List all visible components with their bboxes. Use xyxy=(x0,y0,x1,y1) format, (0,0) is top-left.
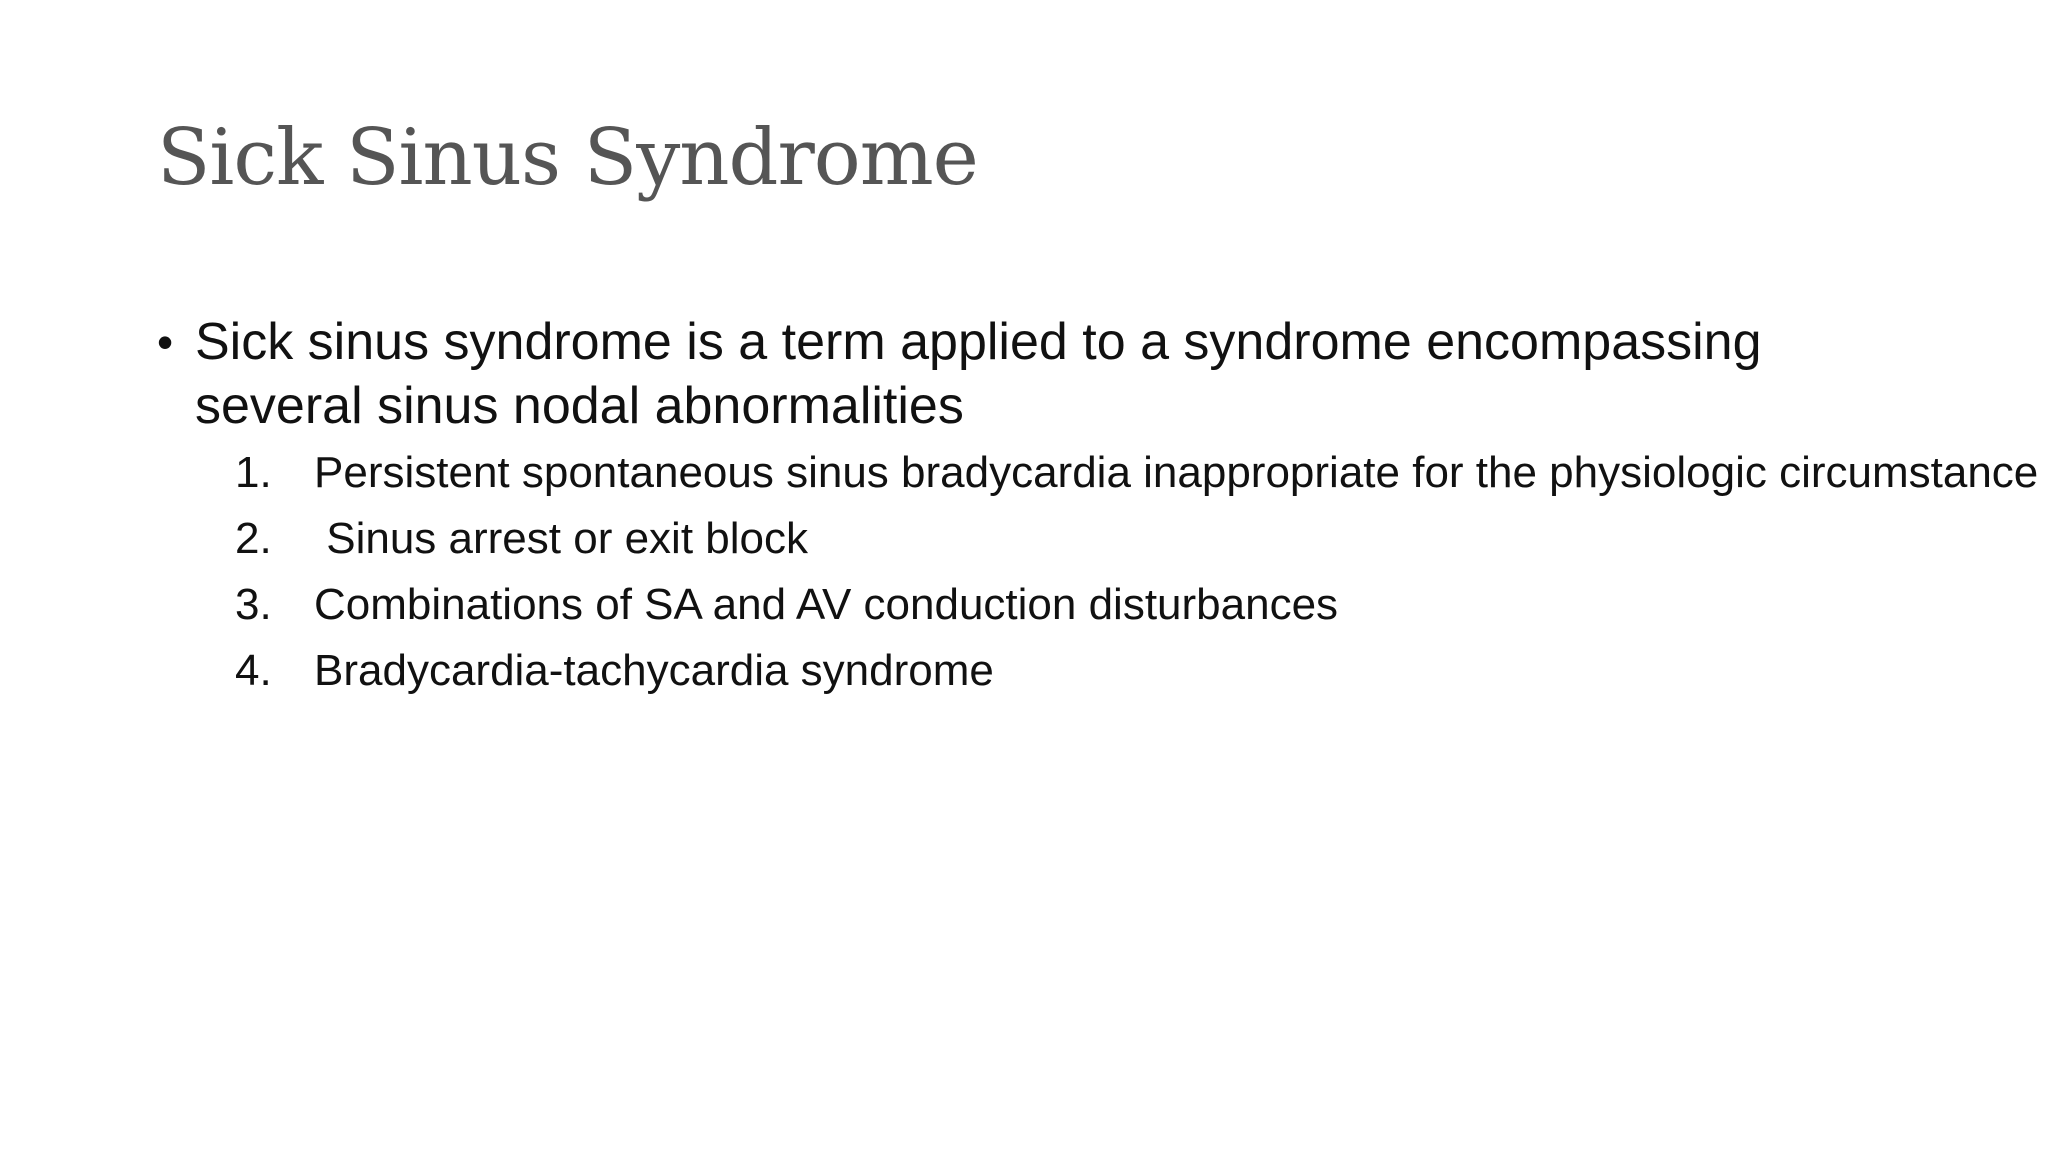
list-item xyxy=(157,512,2044,566)
list-number: 2. xyxy=(235,514,272,563)
main-bullet xyxy=(157,310,1915,438)
list-number: 3. xyxy=(235,580,272,629)
list-item xyxy=(157,446,2044,500)
slide-title: Sick Sinus Syndrome xyxy=(157,113,978,203)
list-item-text: Sinus arrest or exit block xyxy=(314,514,808,563)
main-bullet-text: Sick sinus syndrome is a term applied to a syndrome encompassing several sinus nodal abnormalities xyxy=(195,313,1762,435)
bullet-marker: • xyxy=(157,316,174,368)
list-number: 1. xyxy=(235,448,272,497)
slide-content xyxy=(157,310,2039,710)
list-item-text: Bradycardia-tachycardia syndrome xyxy=(314,646,994,695)
list-item xyxy=(157,578,2044,632)
list-item xyxy=(157,644,2044,698)
list-item-text: Persistent spontaneous sinus bradycardia inappropriate for the physiologic circumstance xyxy=(314,448,2039,497)
list-item-text: Combinations of SA and AV conduction disturbances xyxy=(314,580,1339,629)
abnormalities-list xyxy=(157,446,2039,698)
list-number: 4. xyxy=(235,646,272,695)
